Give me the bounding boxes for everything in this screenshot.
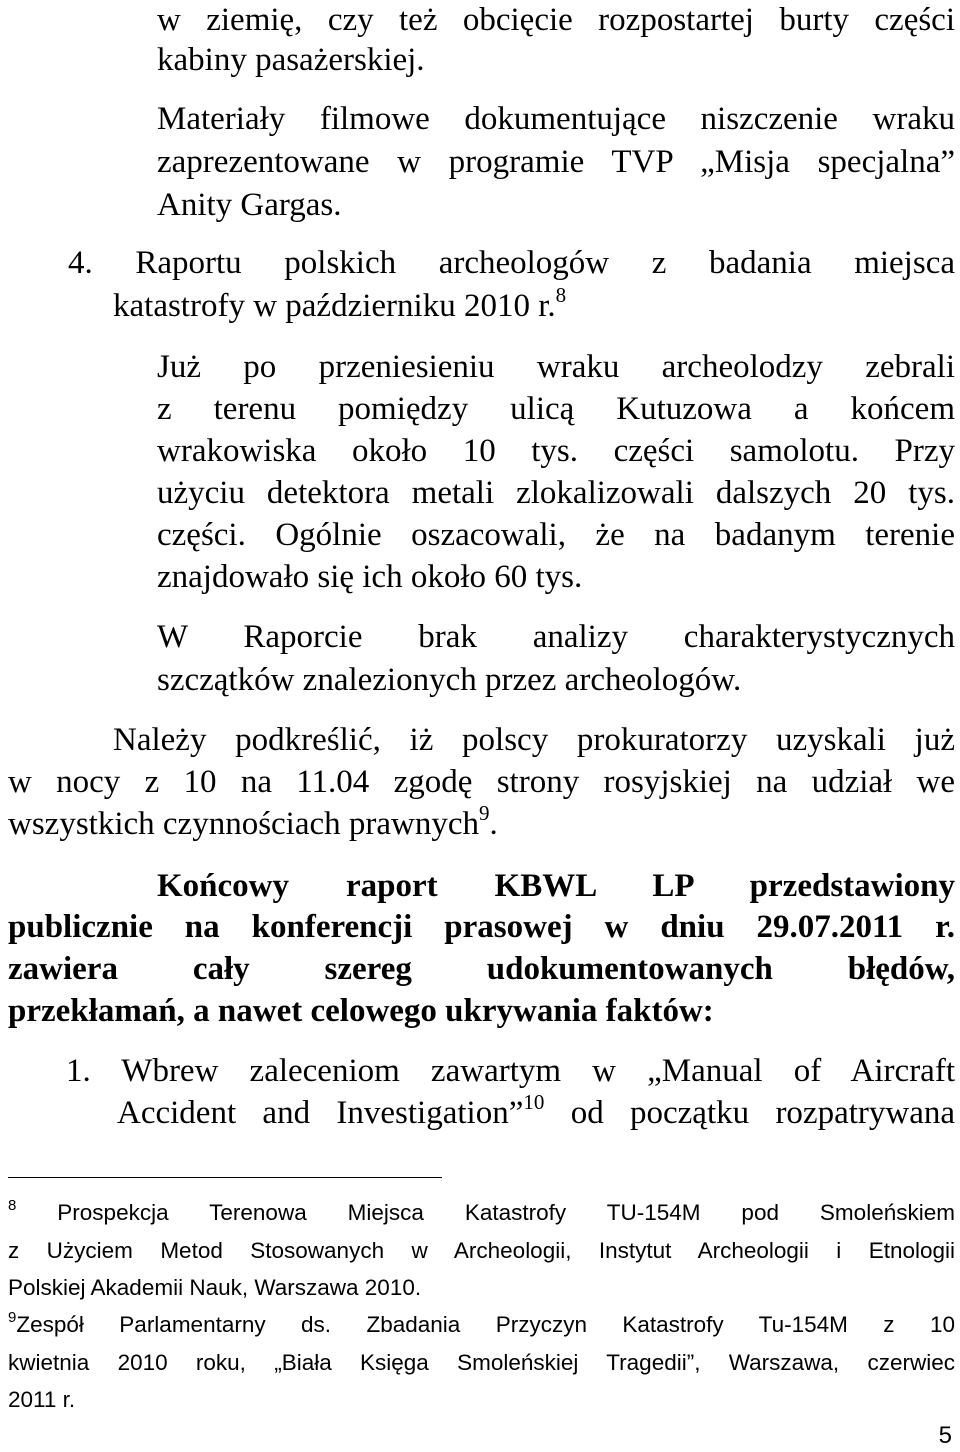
body-line-text: Accident and Investigation” <box>117 1095 524 1131</box>
page-number: 5 <box>938 1422 952 1449</box>
bold-line: zawiera cały szereg udokumentowanych błędów, <box>8 951 955 987</box>
body-line: części. Ogólnie oszacowali, że na badanym terenie <box>157 517 955 553</box>
footnote-ref-9[interactable]: 9 <box>479 801 490 825</box>
bold-line: przekłamań, a nawet celowego ukrywania faktów: <box>8 993 714 1029</box>
body-line: w ziemię, czy też obcięcie rozpostartej burty części <box>157 2 955 38</box>
body-line-text: od początku rozpatrywana <box>570 1095 956 1131</box>
footnote-separator <box>8 1177 442 1178</box>
footnote-8-line: z Użyciem Metod Stosowanych w Archeologii, Instytut Archeologii i Etnologii <box>8 1238 955 1263</box>
footnote-9-line <box>8 1311 955 1339</box>
footnote-8-line: Polskiej Akademii Nauk, Warszawa 2010. <box>8 1275 422 1300</box>
footnote-ref-8[interactable]: 8 <box>555 283 567 307</box>
footnote-text: Prospekcja Terenowa Miejsca Katastrofy TU-154M pod Smoleńskiem <box>57 1200 955 1225</box>
footnote-ref-10[interactable]: 10 <box>523 1090 545 1114</box>
body-line: z terenu pomiędzy ulicą Kutuzowa a końcem <box>157 391 955 427</box>
body-line <box>113 283 567 326</box>
body-line <box>117 1090 956 1133</box>
body-line: Już po przeniesieniu wraku archeolodzy zebrali <box>157 349 955 385</box>
trailing-period: . <box>489 806 498 842</box>
body-line: znajdowało się ich około 60 tys. <box>157 559 583 595</box>
bold-line: publicznie na konferencji prasowej w dniu 29.07.2011 r. <box>8 909 955 945</box>
body-line-text: katastrofy w październiku 2010 r. <box>113 288 556 324</box>
body-line: Materiały filmowe dokumentujące niszczenie wraku <box>157 101 955 137</box>
body-line: zaprezentowane w programie TVP „Misja specjalna” <box>157 144 955 180</box>
footnote-8-line <box>8 1199 955 1227</box>
body-line: użyciu detektora metali zlokalizowali dalszych 20 tys. <box>157 475 955 511</box>
body-line: kabiny pasażerskiej. <box>157 42 425 78</box>
body-line <box>8 801 498 844</box>
list-item-1: 1. Wbrew zaleceniom zawartym w „Manual of Aircraft <box>66 1053 955 1089</box>
body-line-text: wszystkich czynnościach prawnych <box>8 806 480 842</box>
list-item-4: 4. Raportu polskich archeologów z badania miejsca <box>68 245 955 281</box>
body-line: Anity Gargas. <box>157 187 342 223</box>
footnote-9-line: kwietnia 2010 roku, „Biała Księga Smoleńskiej Tragedii”, Warszawa, czerwiec <box>8 1350 955 1375</box>
body-line: wrakowiska około 10 tys. części samolotu. Przy <box>157 433 955 469</box>
body-line: szczątków znalezionych przez archeologów. <box>157 662 742 698</box>
body-line: W Raporcie brak analizy charakterystycznych <box>157 619 955 655</box>
body-line: Należy podkreślić, iż polscy prokuratorzy uzyskali już <box>113 722 955 758</box>
footnote-9-line: 2011 r. <box>8 1387 76 1412</box>
footnote-number: 9 <box>8 1309 17 1326</box>
footnote-number: 8 <box>8 1197 17 1214</box>
body-line: w nocy z 10 na 11.04 zgodę strony rosyjskiej na udział we <box>8 764 955 800</box>
bold-line: Końcowy raport KBWL LP przedstawiony <box>157 868 955 904</box>
footnote-text: Zespół Parlamentarny ds. Zbadania Przyczyn Katastrofy Tu-154M z 10 <box>16 1312 955 1337</box>
